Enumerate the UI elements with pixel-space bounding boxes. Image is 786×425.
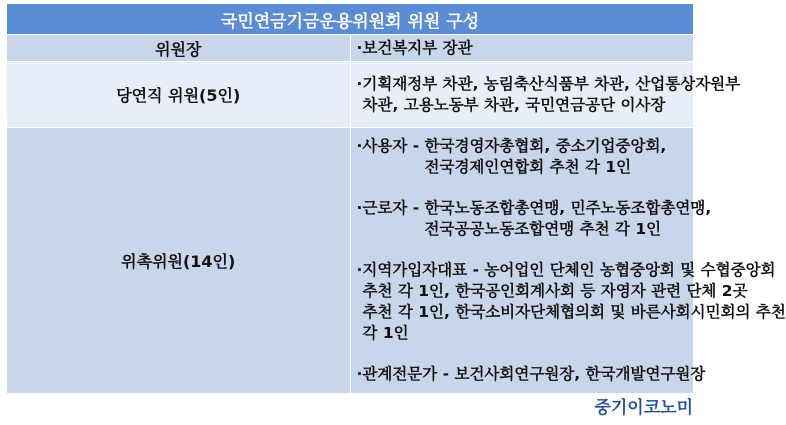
row-label-appointed: 위촉위원(14인) <box>7 128 351 394</box>
content-line: ·관계전문가 - 보건사회연구원장, 한국개발연구원장 <box>356 365 706 383</box>
spacer <box>357 178 694 198</box>
content-line: 추천 각 1인, 한국공인회계사회 등 자영자 관련 단체 2곳 <box>362 282 748 300</box>
row-content-appointed <box>350 128 786 394</box>
content-line: ·지역가입자대표 - 농어업인 단체인 농협중앙회 및 수협중앙회 <box>356 261 776 279</box>
brand-logo-text: 중기이코노미 <box>594 398 693 418</box>
group-employers <box>357 136 694 178</box>
committee-table <box>6 3 786 394</box>
content-line: ·기획재정부 차관, 농림축산식품부 차관, 산업통상자원부 <box>356 74 741 93</box>
content-line: ·사용자 - 한국경영자총협회, 중소기업중앙회, <box>356 137 667 155</box>
table-row-chair <box>7 35 694 62</box>
content-line: 각 1인 <box>362 324 409 342</box>
row-label-ex-officio: 당연직 위원(5인) <box>7 62 351 128</box>
spacer <box>357 344 694 364</box>
content-line: 차관, 고용노동부 차관, 국민연금공단 이사장 <box>362 95 666 114</box>
group-regional <box>356 260 786 344</box>
content-line: ·보건복지부 장관 <box>356 38 473 57</box>
table-row-ex-officio <box>7 62 694 128</box>
content-line: 추천 각 1인, 한국소비자단체협의회 및 바른사회시민회의 추천 <box>362 303 786 321</box>
row-content-ex-officio <box>350 62 741 128</box>
group-workers <box>356 198 712 240</box>
content-line: ·근로자 - 한국노동조합총연맹, 민주노동조합총연맹, <box>356 199 712 217</box>
content-line: 전국공공노동조합연맹 추천 각 1인 <box>424 220 662 238</box>
spacer <box>357 240 694 260</box>
table-title: 국민연금기금운용위원회 위원 구성 <box>7 4 694 35</box>
table-row-appointed <box>7 128 694 394</box>
content-line: 전국경제인연합회 추천 각 1인 <box>424 158 632 176</box>
row-label-chair: 위원장 <box>7 35 351 62</box>
group-experts <box>356 364 706 385</box>
row-content-chair <box>350 35 694 62</box>
